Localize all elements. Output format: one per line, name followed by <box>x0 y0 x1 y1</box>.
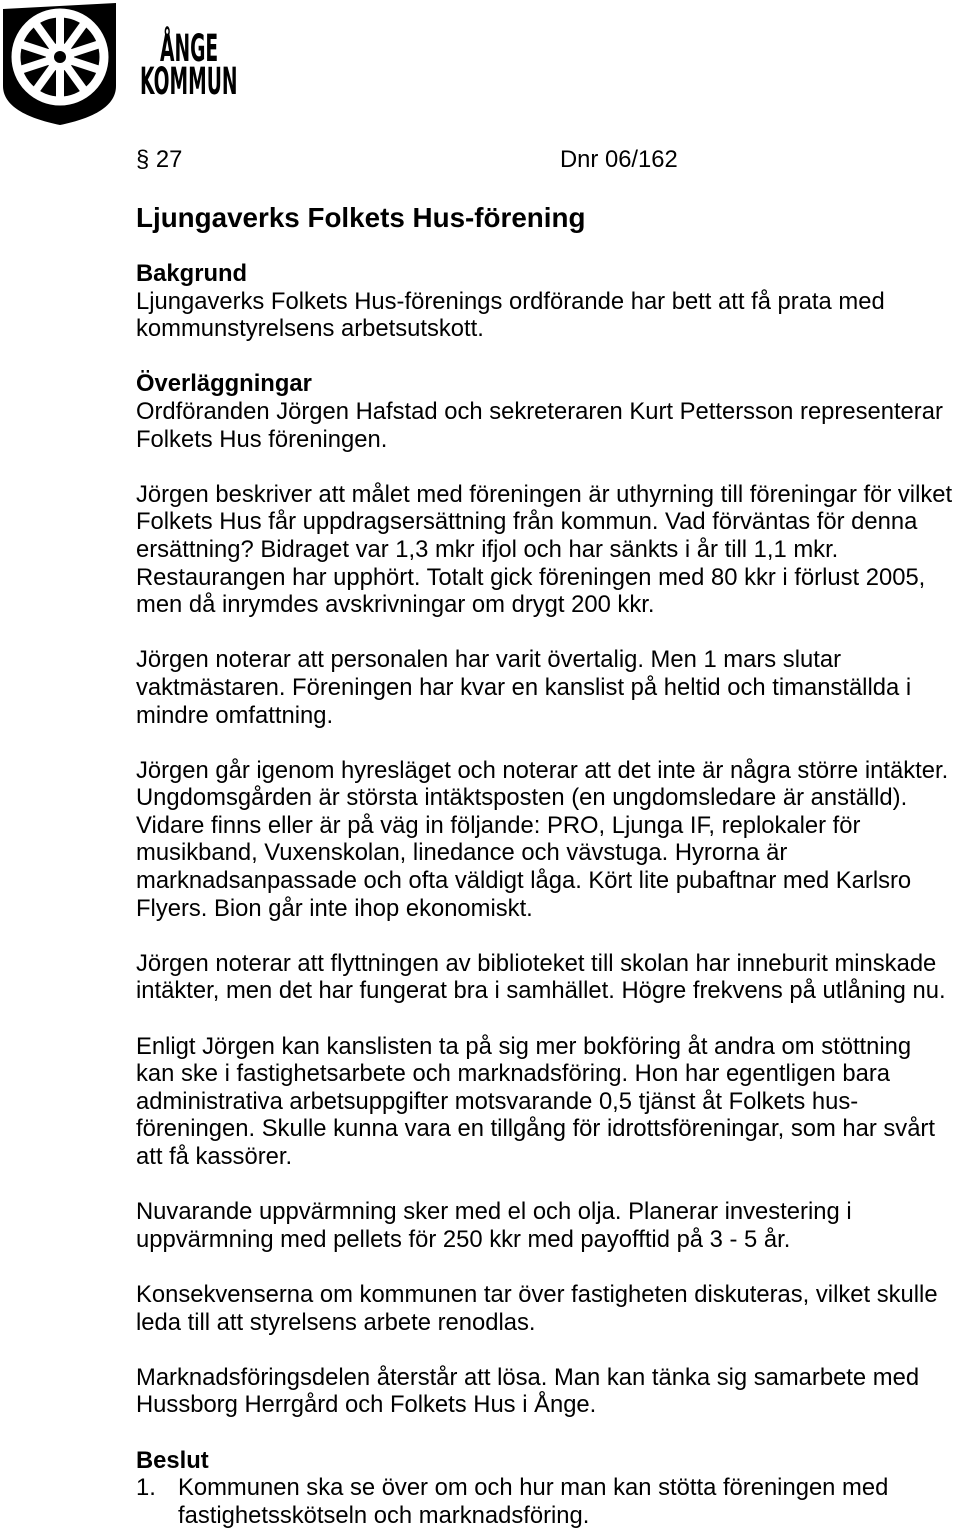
decision-text: Kommunen ska se över om och hur man kan stötta föreningen med fastighetsskötseln och marknadsföring. <box>178 1474 889 1529</box>
decision-number: 1. <box>136 1474 156 1502</box>
section-overlaggningar <box>136 370 956 1419</box>
paragraph: Jörgen noterar att personalen har varit övertalig. Men 1 mars slutar vaktmästaren. Föreningen har kvar en kanslist på heltid och timanställda i mindre omfattning. <box>136 646 912 729</box>
paragraph: Marknadsföringsdelen återstår att lösa. Man kan tänka sig samarbete med Hussborg Herrgård och Folkets Hus i Ånge. <box>136 1363 920 1419</box>
logo-text-ange: ÅNGE <box>160 27 219 70</box>
paragraph: Ljungaverks Folkets Hus-förenings ordförande har bett att få prata med kommunstyrelsens arbetsutskott. <box>136 287 885 343</box>
paragraph: Enligt Jörgen kan kanslisten ta på sig mer bokföring åt andra om stöttning kan ske i fastighetsarbete och marknadsföring. Hon har egentligen bara administrativa arbetsuppgifter motsvarande 0,5 tjänst åt Folkets hus- föreningen. Skulle kunna vara en tillgång för idrottsföreningar, som har svårt att få kassörer. <box>136 1032 935 1170</box>
municipality-logo <box>0 0 250 128</box>
decision-item <box>136 1474 956 1529</box>
paragraph: Nuvarande uppvärmning sker med el och olja. Planerar investering i uppvärmning med pellets för 250 kkr med payofftid på 3 - 5 år. <box>136 1198 852 1253</box>
section-heading: Beslut <box>136 1446 209 1474</box>
protocol-header <box>0 146 960 174</box>
wheel-axle <box>54 51 66 63</box>
paragraph: Jörgen beskriver att målet med föreningen är uthyrning till föreningar för vilket Folkets Hus får uppdragsersättning från kommun. Vad förväntas för denna ersättning? Bidraget var 1,3 mkr ifjol och har sänkts i år till 1,1 mkr. Restaurangen har upphört. Totalt gick föreningen med 80 kkr i förlust 2005, men då inrymdes avskrivningar om drygt 200 kkr. <box>136 480 953 619</box>
document-body <box>136 260 956 1529</box>
section-heading: Bakgrund <box>136 260 248 287</box>
wheel-shield-icon <box>0 0 120 126</box>
decision-list <box>136 1474 956 1529</box>
section-heading: Överläggningar <box>136 370 312 398</box>
section-beslut <box>136 1447 956 1530</box>
diary-number: Dnr 06/162 <box>560 146 678 173</box>
paragraph: Ordföranden Jörgen Hafstad och sekreteraren Kurt Pettersson representerar Folkets Hus föreningen. <box>136 397 943 453</box>
section-bakgrund <box>136 260 956 343</box>
document-title: Ljungaverks Folkets Hus-förening <box>136 202 586 233</box>
paragraph: Konsekvenserna om kommunen tar över fastigheten diskuteras, vilket skulle leda till att styrelsens arbete renodlas. <box>136 1280 938 1336</box>
logo-text-kommun: KOMMUN <box>140 60 238 103</box>
paragraph: Jörgen noterar att flyttningen av biblioteket till skolan har inneburit minskade intäkter, men det har fungerat bra i samhället. Högre frekvens på utlåning nu. <box>136 949 946 1005</box>
paragraph: Jörgen går igenom hyresläget och noterar att det inte är några större intäkter. Ungdomsgården är största intäktsposten (en ungdomsledare är anställd). Vidare finns eller är på väg in följande: PRO, Ljunga IF, replokaler för musikband, Vuxenskolan, linedance och vävstuga. Hyrorna är marknadsanpassade och ofta väldigt låga. Kört lite pubaftnar med Karlsro Flyers. Bion går inte ihop ekonomiskt. <box>136 756 949 922</box>
paragraph-number: § 27 <box>136 146 183 173</box>
